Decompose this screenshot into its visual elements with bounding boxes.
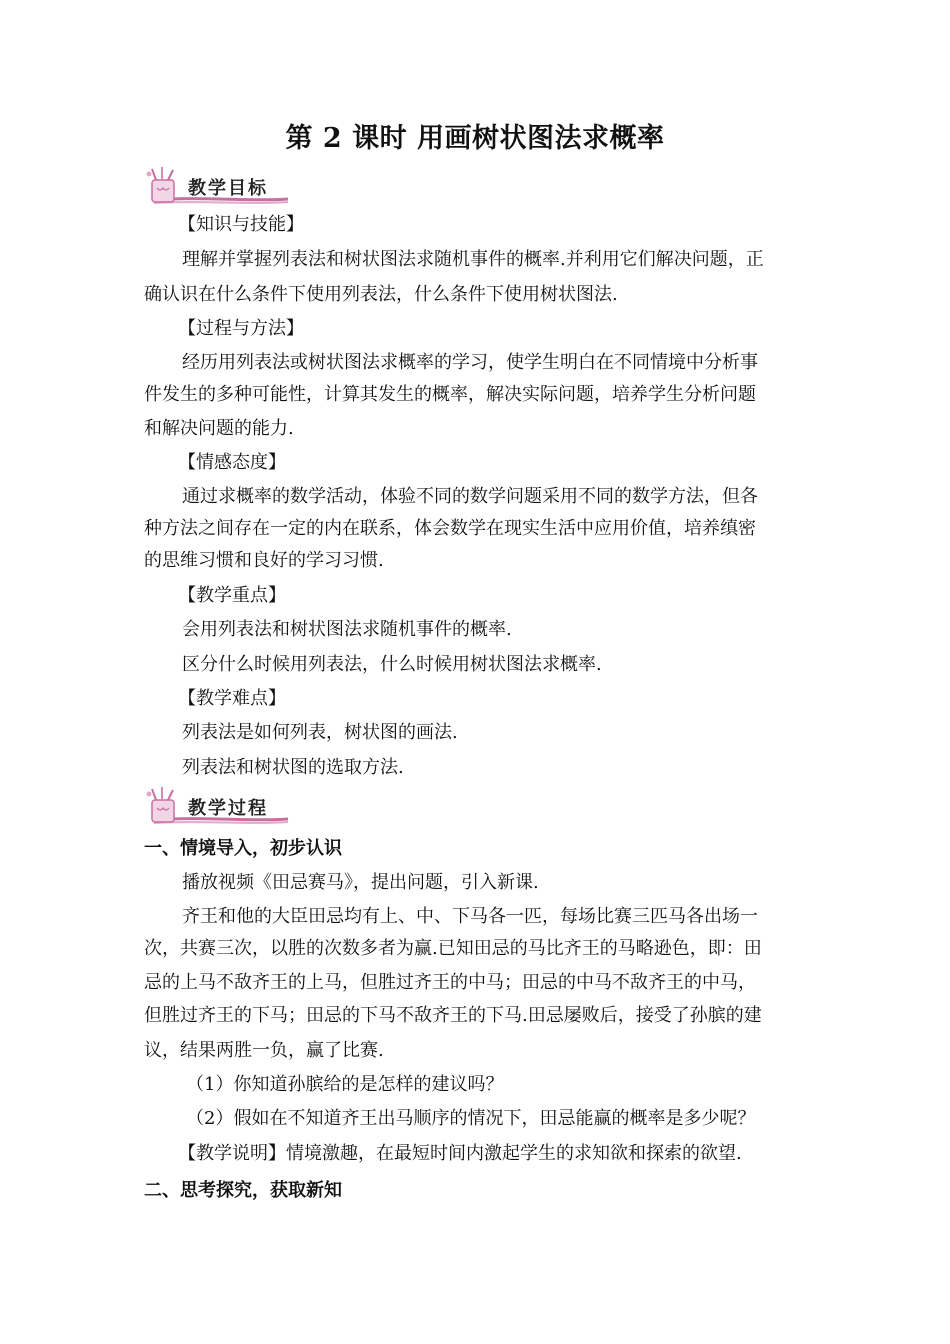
emotion-attitude-heading: 【情感态度】 bbox=[178, 452, 286, 473]
banner-teaching-goals bbox=[140, 166, 290, 206]
banner-teaching-goals-label: 教学目标 bbox=[188, 178, 268, 199]
process-methods-text-2: 件发生的多种可能性，计算其发生的概率，解决实际问题，培养学生分析问题 bbox=[144, 384, 756, 405]
emotion-attitude-text-3: 的思维习惯和良好的学习习惯. bbox=[144, 550, 384, 571]
teaching-key-heading: 【教学重点】 bbox=[178, 585, 286, 606]
teaching-difficulty-text-2: 列表法和树状图的选取方法. bbox=[182, 757, 404, 778]
teaching-key-text-1: 会用列表法和树状图法求随机事件的概率. bbox=[182, 619, 512, 640]
story-line-4: 但胜过齐王的下马；田忌的下马不敌齐王的下马.田忌屡败后，接受了孙膑的建 bbox=[144, 1005, 762, 1026]
teaching-difficulty-heading: 【教学难点】 bbox=[178, 688, 286, 709]
story-line-5: 议，结果两胜一负，赢了比赛. bbox=[144, 1040, 384, 1061]
teaching-difficulty-text-1: 列表法是如何列表，树状图的画法. bbox=[182, 722, 458, 743]
question-2: （2）假如在不知道齐王出马顺序的情况下，田忌能赢的概率是多少呢？ bbox=[186, 1108, 756, 1129]
part1-heading: 一、情境导入，初步认识 bbox=[144, 838, 342, 859]
process-methods-heading: 【过程与方法】 bbox=[178, 318, 304, 339]
teaching-key-text-2: 区分什么时候用列表法，什么时候用树状图法求概率. bbox=[182, 654, 602, 675]
teaching-note: 【教学说明】情境激趣，在最短时间内激起学生的求知欲和探索的欲望. bbox=[178, 1143, 742, 1164]
part2-heading: 二、思考探究，获取新知 bbox=[144, 1180, 342, 1201]
emotion-attitude-text-1: 通过求概率的数学活动，体验不同的数学问题采用不同的数学方法，但各 bbox=[182, 486, 758, 507]
page-title: 第 2 课时 用画树状图法求概率 bbox=[285, 123, 665, 154]
part1-text-1: 播放视频《田忌赛马》，提出问题，引入新课. bbox=[182, 872, 539, 893]
banner-teaching-process-label: 教学过程 bbox=[188, 798, 268, 819]
process-methods-text-3: 和解决问题的能力. bbox=[144, 418, 294, 439]
question-1: （1）你知道孙膑给的是怎样的建议吗？ bbox=[186, 1074, 504, 1095]
emotion-attitude-text-2: 种方法之间存在一定的内在联系，体会数学在现实生活中应用价值，培养缜密 bbox=[144, 518, 756, 539]
knowledge-skills-text-1: 理解并掌握列表法和树状图法求随机事件的概率.并利用它们解决问题，正 bbox=[182, 249, 764, 270]
process-methods-text-1: 经历用列表法或树状图法求概率的学习，使学生明白在不同情境中分析事 bbox=[182, 352, 758, 373]
knowledge-skills-heading: 【知识与技能】 bbox=[178, 214, 304, 235]
banner-teaching-process bbox=[140, 786, 290, 826]
story-line-3: 忌的上马不敌齐王的上马，但胜过齐王的中马；田忌的中马不敌齐王的中马， bbox=[144, 972, 756, 993]
story-line-1: 齐王和他的大臣田忌均有上、中、下马各一匹，每场比赛三匹马各出场一 bbox=[182, 906, 758, 927]
knowledge-skills-text-2: 确认识在什么条件下使用列表法，什么条件下使用树状图法. bbox=[144, 284, 618, 305]
story-line-2: 次，共赛三次，以胜的次数多者为赢.已知田忌的马比齐王的马略逊色，即：田 bbox=[144, 938, 762, 959]
